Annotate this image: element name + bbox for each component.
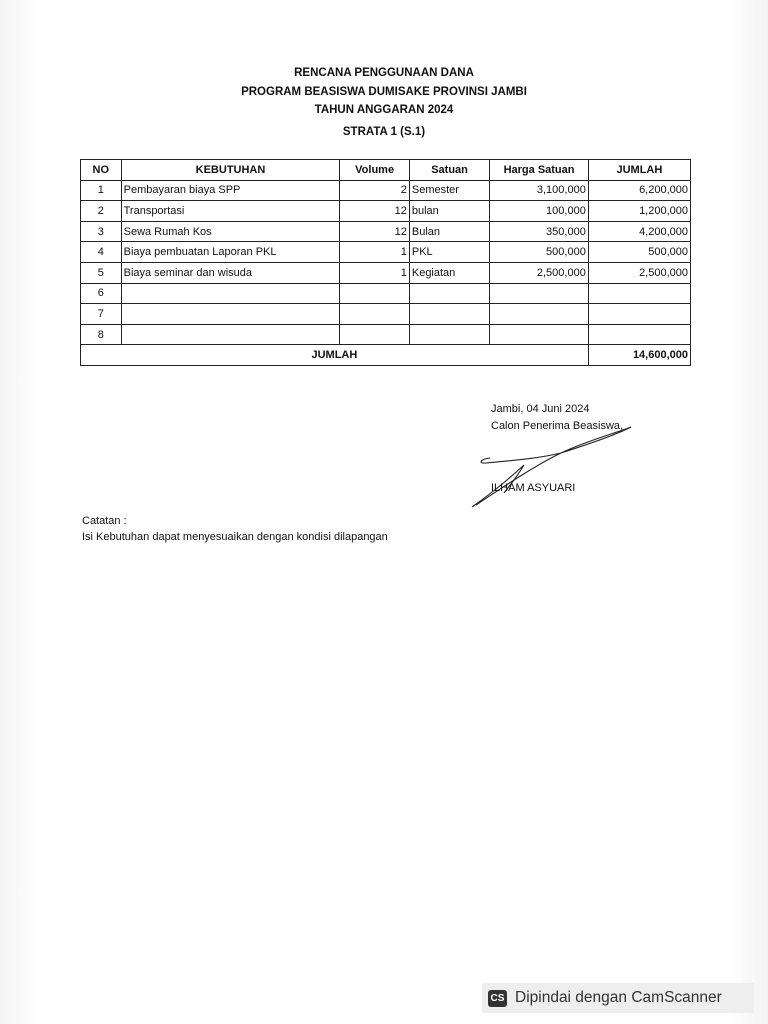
cell-harga: 3,100,000 <box>490 180 589 201</box>
notes-text: Isi Kebutuhan dapat menyesuaikan dengan kondisi dilapangan <box>82 530 388 543</box>
table-row <box>81 242 691 263</box>
total-value: 14,600,000 <box>588 345 690 366</box>
cell-volume: 2 <box>340 180 409 201</box>
header-no: NO <box>81 160 122 181</box>
cell-no: 4 <box>81 242 122 263</box>
cell-volume: 1 <box>340 242 409 263</box>
cell-kebutuhan <box>121 304 340 325</box>
camscanner-watermark <box>482 983 754 1013</box>
title-line-2: PROGRAM BEASISWA DUMISAKE PROVINSI JAMBI <box>241 85 527 98</box>
cell-harga <box>490 324 589 345</box>
title-line-3: TAHUN ANGGARAN 2024 <box>314 104 454 116</box>
cell-harga <box>490 304 589 325</box>
camscanner-text: Dipindai dengan CamScanner <box>515 989 722 1006</box>
table-row <box>81 262 691 283</box>
cell-satuan: Kegiatan <box>409 262 489 283</box>
cell-satuan: bulan <box>409 201 489 222</box>
cell-jumlah: 6,200,000 <box>588 180 690 201</box>
signer-role: Calon Penerima Beasiswa, <box>491 420 624 432</box>
cell-jumlah: 4,200,000 <box>588 221 690 242</box>
title-line-4: STRATA 1 (S.1) <box>342 125 426 138</box>
cell-kebutuhan: Transportasi <box>121 201 340 222</box>
table-total-row <box>81 345 691 366</box>
cell-no: 3 <box>81 221 122 242</box>
document-title <box>0 64 768 141</box>
cell-kebutuhan: Pembayaran biaya SPP <box>121 180 340 201</box>
table-row <box>81 221 691 242</box>
signer-name: ILHAM ASYUARI <box>491 482 576 494</box>
total-label: JUMLAH <box>81 345 589 366</box>
header-satuan: Satuan <box>409 160 489 181</box>
cell-harga: 500,000 <box>490 242 589 263</box>
cell-harga: 350,000 <box>490 221 589 242</box>
cell-harga: 100,000 <box>490 201 589 222</box>
cell-jumlah <box>588 324 690 345</box>
table-row <box>81 324 691 345</box>
cell-kebutuhan: Sewa Rumah Kos <box>121 221 340 242</box>
header-jumlah: JUMLAH <box>588 160 690 181</box>
cell-kebutuhan <box>121 283 340 304</box>
header-harga-satuan: Harga Satuan <box>490 160 589 181</box>
cell-no: 6 <box>81 283 122 304</box>
cell-jumlah <box>588 304 690 325</box>
cell-jumlah: 1,200,000 <box>588 201 690 222</box>
cell-volume <box>340 283 409 304</box>
cell-satuan <box>409 324 489 345</box>
cell-volume: 1 <box>340 262 409 283</box>
cell-satuan: Semester <box>409 180 489 201</box>
cell-kebutuhan <box>121 324 340 345</box>
cell-kebutuhan: Biaya seminar dan wisuda <box>121 262 340 283</box>
handwritten-signature <box>466 415 646 510</box>
cell-volume: 12 <box>340 201 409 222</box>
cell-volume <box>340 304 409 325</box>
cell-no: 2 <box>81 201 122 222</box>
cell-harga: 2,500,000 <box>490 262 589 283</box>
notes-label: Catatan : <box>82 515 127 527</box>
cell-jumlah <box>588 283 690 304</box>
cell-volume <box>340 324 409 345</box>
place-date: Jambi, 04 Juni 2024 <box>491 403 590 415</box>
cell-harga <box>490 283 589 304</box>
cell-no: 7 <box>81 304 122 325</box>
cell-no: 8 <box>81 324 122 345</box>
table-header-row <box>81 160 691 181</box>
cell-satuan <box>409 304 489 325</box>
cell-kebutuhan: Biaya pembuatan Laporan PKL <box>121 242 340 263</box>
cell-jumlah: 2,500,000 <box>588 262 690 283</box>
cell-satuan: Bulan <box>409 221 489 242</box>
budget-table <box>80 159 691 366</box>
table-row <box>81 201 691 222</box>
cell-no: 5 <box>81 262 122 283</box>
notes-section <box>82 514 388 545</box>
header-volume: Volume <box>340 160 409 181</box>
table-row <box>81 304 691 325</box>
cell-jumlah: 500,000 <box>588 242 690 263</box>
cell-volume: 12 <box>340 221 409 242</box>
cell-no: 1 <box>81 180 122 201</box>
table-row <box>81 180 691 201</box>
title-line-1: RENCANA PENGGUNAAN DANA <box>294 67 474 79</box>
header-kebutuhan: KEBUTUHAN <box>121 160 340 181</box>
camscanner-logo-icon: CS <box>488 990 507 1007</box>
cell-satuan: PKL <box>409 242 489 263</box>
table-row <box>81 283 691 304</box>
cell-satuan <box>409 283 489 304</box>
